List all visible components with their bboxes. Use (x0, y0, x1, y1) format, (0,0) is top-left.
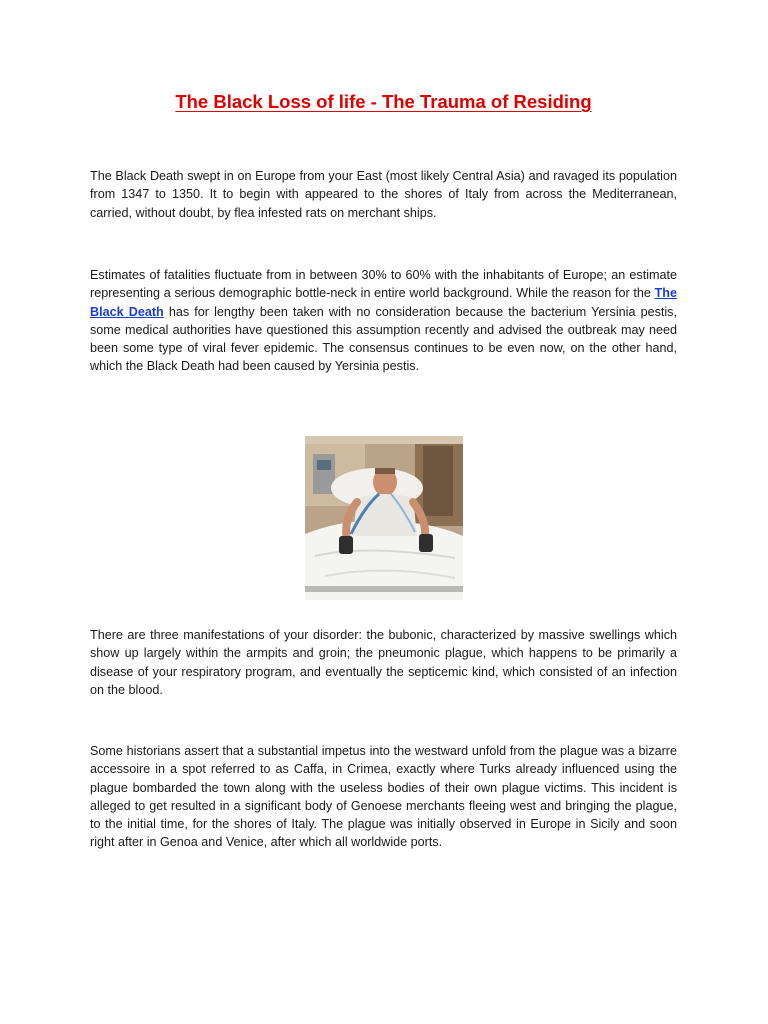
patient-photo-illustration (305, 436, 463, 600)
patient-photo (305, 436, 463, 600)
paragraph-estimates (90, 266, 677, 376)
paragraph-estimates-text-before: Estimates of fatalities fluctuate from in between 30% to 60% with the inhabitants of Europe; an estimate representing a serious demographic bottle-neck in entire world background. While the reason for the (90, 268, 677, 301)
document-title: The Black Loss of life - The Trauma of Residing (175, 91, 592, 112)
paragraph-manifestations: There are three manifestations of your disorder: the bubonic, characterized by massive swellings which show up largely within the armpits and groin; the pneumonic plague, which happens to be primarily a disease of your respiratory program, and eventually the septicemic kind, which consisted of an infection on the blood. (90, 628, 677, 697)
paragraph-intro: The Black Death swept in on Europe from your East (most likely Central Asia) and ravaged its population from 1347 to 1350. It to begin with appeared to the shores of Italy from across the Mediterranean, carried, without doubt, by flea infested rats on merchant ships. (90, 169, 677, 220)
black-death-link[interactable]: The Black Death (90, 286, 677, 319)
paragraph-historians: Some historians assert that a substantial impetus into the westward unfold from the plague was a bizarre accessoire in a spot referred to as Caffa, in Crimea, exactly where Turks already influenced using the plague bombarded the town along with the useless bodies of their own plague victims. This incident is alleged to get resulted in a significant body of Genoese merchants fleeing west and bringing the plague, to the initial time, for the shores of Italy. The plague was initially observed in Europe in Sicily and soon right after in Genoa and Venice, after which all worldwide ports. (90, 744, 677, 850)
paragraph-estimates-text-after: has for lengthy been taken with no consideration because the bacterium Yersinia pestis, some medical authorities have questioned this assumption recently and advised the outbreak may need been some type of viral fever epidemic. The consensus continues to be even now, on the other hand, which the Black Death had been caused by Yersinia pestis. (90, 304, 677, 374)
